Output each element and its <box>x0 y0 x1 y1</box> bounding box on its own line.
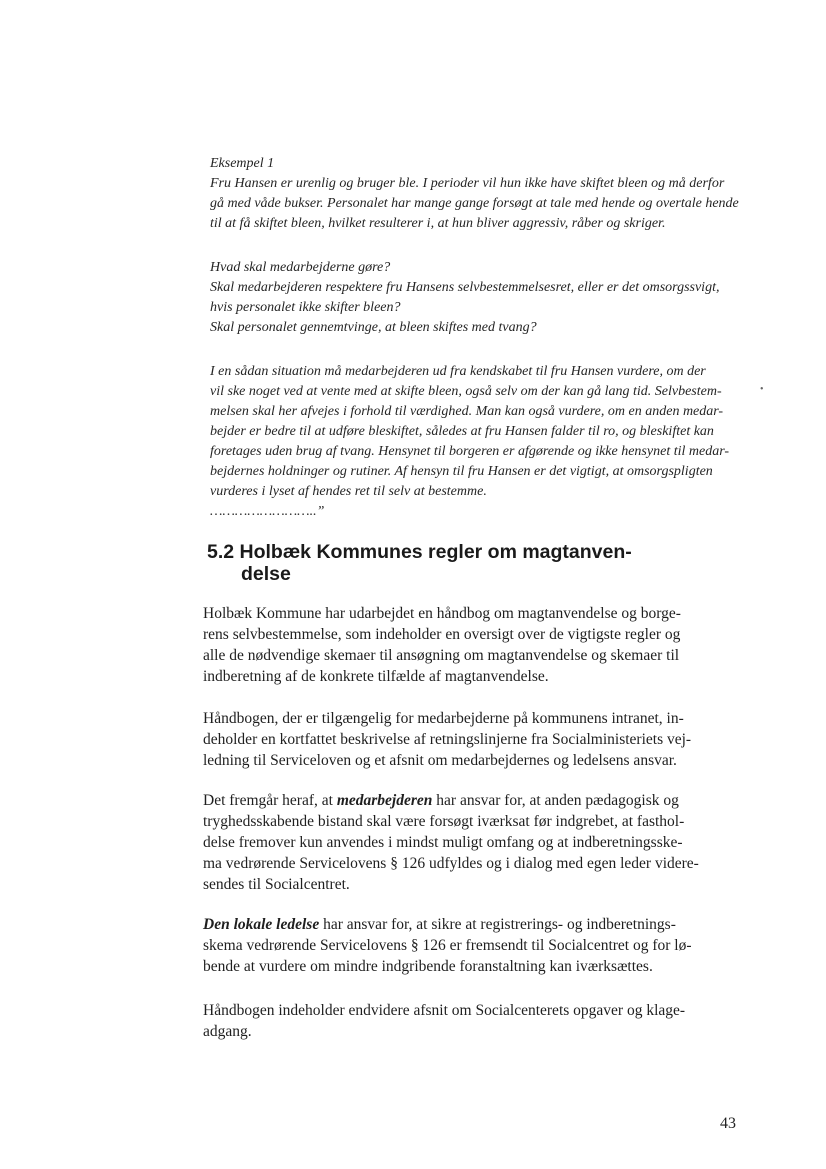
paragraph-4 <box>203 914 763 977</box>
paragraph-rest: har ansvar for, at anden pædagogisk og <box>432 792 679 809</box>
question-line: Hvad skal medarbejderne gøre? <box>210 260 391 275</box>
paragraph-lead: Det fremgår heraf, at <box>203 792 337 809</box>
page-number: 43 <box>720 1115 736 1132</box>
example-line: Fru Hansen er urenlig og bruger ble. I perioder vil hun ikke have skiftet bleen og må derfor <box>210 176 725 191</box>
example-block <box>210 154 770 234</box>
discussion-line: bejdernes holdninger og rutiner. Af hensyn til fru Hansen er det vigtigt, at omsorgspligten <box>210 464 713 479</box>
question-line: Skal medarbejderen respektere fru Hansens selvbestemmelsesret, eller er det omsorgssvigt, <box>210 280 720 295</box>
section-heading <box>207 541 632 585</box>
paragraph-line: sendes til Socialcentret. <box>203 876 350 893</box>
paragraph-line: tryghedsskabende bistand skal være forsøgt iværksat før indgrebet, at fasthol- <box>203 813 685 830</box>
discussion-line: foretages uden brug af tvang. Hensynet til borgeren er afgørende og ikke hensynet til medar- <box>210 444 730 459</box>
emphasis-den-lokale-ledelse: Den lokale ledelse <box>203 916 320 933</box>
question-line: hvis personalet ikke skifter bleen? <box>210 300 401 315</box>
example-questions <box>210 258 770 338</box>
question-line: Skal personalet gennemtvinge, at bleen skiftes med tvang? <box>210 320 537 335</box>
paragraph-line <box>203 790 763 811</box>
example-line: til at få skiftet bleen, hvilket resulterer i, at hun bliver aggressiv, råber og skriger. <box>210 216 666 231</box>
example-discussion <box>210 362 770 522</box>
paragraph-line: indberetning af de konkrete tilfælde af magtanvendelse. <box>203 668 549 685</box>
paragraph-line: alle de nødvendige skemaer til ansøgning om magtanvendelse og skemaer til <box>203 647 680 664</box>
paragraph-2 <box>203 708 763 771</box>
emphasis-medarbejderen: medarbejderen <box>336 792 433 809</box>
margin-mark: • <box>760 384 764 395</box>
discussion-line: bejder er bedre til at udføre bleskiftet, således at fru Hansen falder til ro, og bleskiftet kan <box>210 424 714 439</box>
example-line: gå med våde bukser. Personalet har mange gange forsøgt at tale med hende og overtale hende <box>210 196 739 211</box>
paragraph-rest: har ansvar for, at sikre at registrerings- og indberetnings- <box>319 916 676 933</box>
example-title: Eksempel 1 <box>210 156 275 171</box>
paragraph-line: ledning til Serviceloven og et afsnit om medarbejdernes og ledelsens ansvar. <box>203 752 677 769</box>
discussion-line: I en sådan situation må medarbejderen ud fra kendskabet til fru Hansen vurdere, om der <box>210 364 706 379</box>
paragraph-line: delse fremover kun anvendes i mindst muligt omfang og at indberetningsske- <box>203 834 683 851</box>
discussion-line: vurderes i lyset af hendes ret til selv at bestemme. <box>210 484 487 499</box>
ellipsis-quote: ……………………..” <box>210 504 325 519</box>
paragraph-1 <box>203 603 763 687</box>
heading-line: 5.2 Holbæk Kommunes regler om magtanven- <box>207 541 632 563</box>
paragraph-line <box>203 914 763 935</box>
paragraph-line: adgang. <box>203 1023 252 1040</box>
paragraph-line: bende at vurdere om mindre indgribende foranstaltning kan iværksættes. <box>203 958 653 975</box>
discussion-line: melsen skal her afvejes i forhold til værdighed. Man kan også vurdere, om en anden medar- <box>210 404 724 419</box>
paragraph-line: skema vedrørende Servicelovens § 126 er fremsendt til Socialcentret og for lø- <box>203 937 692 954</box>
paragraph-5 <box>203 1000 763 1042</box>
paragraph-line: Håndbogen, der er tilgængelig for medarbejderne på kommunens intranet, in- <box>203 710 684 727</box>
discussion-line: vil ske noget ved at vente med at skifte bleen, også selv om der kan gå lang tid. Selvbestem- <box>210 384 722 399</box>
paragraph-line: ma vedrørende Servicelovens § 126 udfyldes og i dialog med egen leder videre- <box>203 855 699 872</box>
paragraph-line: Holbæk Kommune har udarbejdet en håndbog om magtanvendelse og borge- <box>203 605 681 622</box>
paragraph-line: Håndbogen indeholder endvidere afsnit om Socialcenterets opgaver og klage- <box>203 1002 686 1019</box>
heading-line: delse <box>241 563 291 585</box>
paragraph-line: rens selvbestemmelse, som indeholder en oversigt over de vigtigste regler og <box>203 626 681 643</box>
paragraph-line: deholder en kortfattet beskrivelse af retningslinjerne fra Socialministeriets vej- <box>203 731 692 748</box>
paragraph-3 <box>203 790 763 895</box>
